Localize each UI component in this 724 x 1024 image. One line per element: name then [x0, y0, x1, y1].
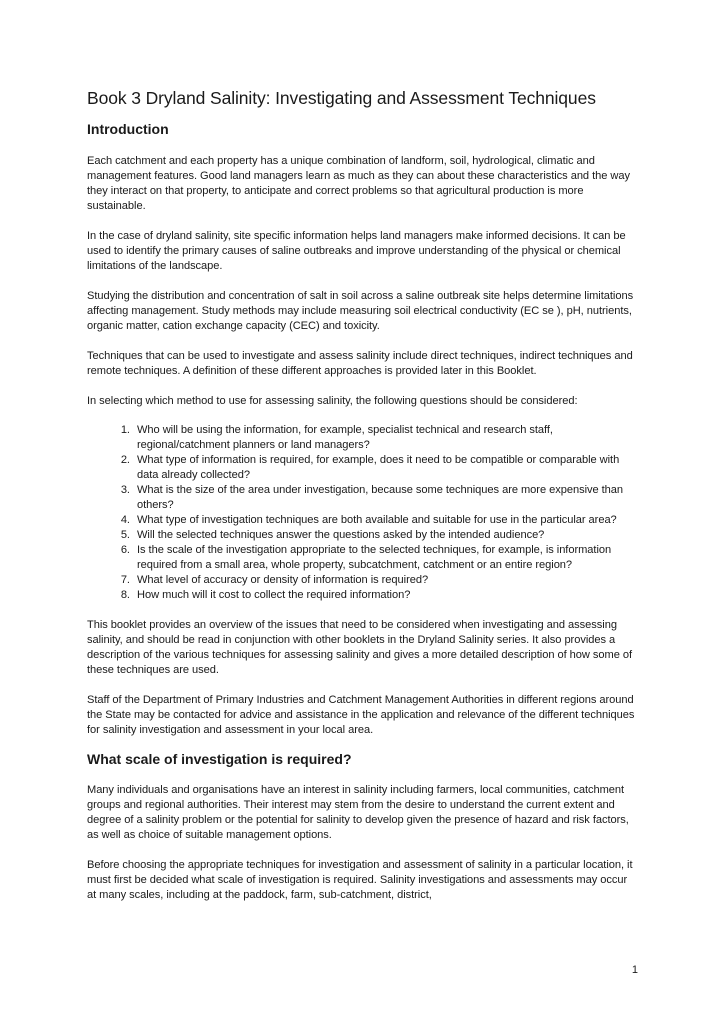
intro-paragraph: Staff of the Department of Primary Industries and Catchment Management Authorities in different regions around the State may be contacted for advice and assistance in the application and relevance of the different techniques for salinity investigation and assessment in your local area.	[87, 694, 635, 736]
list-item: 2. What type of information is required, for example, does it need to be compatible or comparable with data already collected?	[133, 453, 639, 483]
intro-paragraph: Studying the distribution and concentration of salt in soil across a saline outbreak site helps determine limitations affecting management. Study methods may include measuring soil electrical conductivity (EC se ), pH, nutrients, organic matter, cation exchange capacity (CEC) and toxicity.	[87, 290, 634, 332]
list-item: 3. What is the size of the area under investigation, because some techniques are more expensive than others?	[133, 483, 639, 513]
scale-paragraph: Many individuals and organisations have an interest in salinity including farmers, local communities, catchment groups and regional authorities. Their interest may stem from the desire to understand the current extent and degree of a salinity problem or the potential for salinity to develop given the presence of hazard and risk factors, as well as choice of suitable management options.	[87, 784, 629, 841]
intro-paragraph: Each catchment and each property has a unique combination of landform, soil, hydrological, climatic and management features. Good land managers learn as much as they can about these characteristics and the way they interact on that property, to anticipate and correct problems so that agricultural production is more sustainable.	[87, 155, 630, 212]
intro-paragraph: In selecting which method to use for assessing salinity, the following questions should be considered:	[87, 395, 578, 407]
intro-paragraph: Techniques that can be used to investigate and assess salinity include direct techniques, indirect techniques and remote techniques. A definition of these different approaches is provided later in this Booklet.	[87, 350, 633, 377]
list-item: 4. What type of investigation techniques are both available and suitable for use in the particular area?	[133, 513, 639, 528]
page-number: 1	[631, 964, 638, 976]
list-item: 7. What level of accuracy or density of information is required?	[133, 573, 639, 588]
section-heading-scale: What scale of investigation is required?	[87, 751, 352, 767]
document-title: Book 3 Dryland Salinity: Investigating and Assessment Techniques	[87, 88, 596, 108]
list-item: 1. Who will be using the information, for example, specialist technical and research staff, regional/catchment planners or land managers?	[133, 423, 639, 453]
scale-paragraph: Before choosing the appropriate techniques for investigation and assessment of salinity in a particular location, it must first be decided what scale of investigation is required. Salinity investigations and assessments may occur at many scales, including at the paddock, farm, sub-catchment, district,	[87, 859, 633, 901]
document-page	[87, 87, 639, 903]
intro-paragraph: In the case of dryland salinity, site specific information helps land managers make informed decisions. It can be used to identify the primary causes of saline outbreaks and improve understanding of the physical or chemical limitations of the landscape.	[87, 230, 626, 272]
list-item: 8. How much will it cost to collect the required information?	[133, 588, 639, 603]
questions-list	[87, 423, 639, 603]
section-heading-introduction: Introduction	[87, 121, 169, 137]
list-item: 6. Is the scale of the investigation appropriate to the selected techniques, for example, is information required from a small area, whole property, subcatchment, catchment or an entire region?	[133, 543, 639, 573]
intro-paragraph: This booklet provides an overview of the issues that need to be considered when investigating and assessing salinity, and should be read in conjunction with other booklets in the Dryland Salinity series. It also provides a description of the various techniques for assessing salinity and gives a more detailed description of how some of these techniques are used.	[87, 619, 633, 676]
list-item: 5. Will the selected techniques answer the questions asked by the intended audience?	[133, 528, 639, 543]
